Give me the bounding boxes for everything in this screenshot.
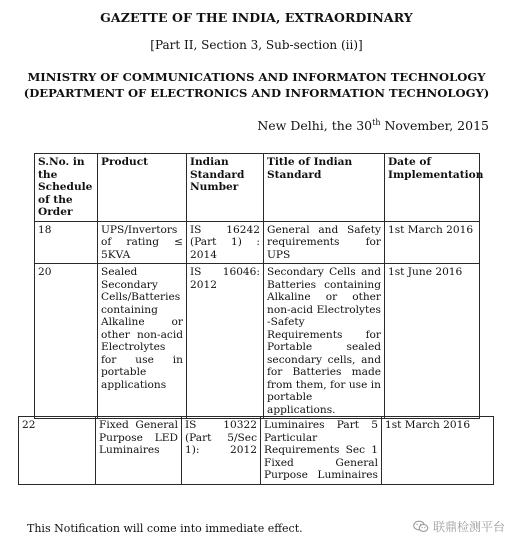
- header-standard: Indian Standard Number: [187, 154, 264, 222]
- cell-sno: 20: [35, 264, 98, 419]
- date-suffix: November, 2015: [380, 118, 489, 133]
- cell-date: 1st March 2016: [382, 417, 494, 485]
- cell-sno: 18: [35, 221, 98, 264]
- cell-title: Secondary Cells and Batteries containing Alkaline or other non-acid Electrolytes -Safety Requirements for Portable sealed secondary cells, and for Batteries made from them, for use in portable applications.: [264, 264, 385, 419]
- watermark: [413, 518, 505, 535]
- table-row: [35, 221, 480, 264]
- table-row: [19, 417, 494, 485]
- table-header-row: [35, 154, 480, 222]
- cell-product: Fixed General Purpose LED Luminaires: [96, 417, 182, 485]
- wechat-icon: [413, 520, 429, 533]
- table-row: [35, 264, 480, 419]
- standards-table: [34, 153, 484, 419]
- cell-sno: 22: [19, 417, 96, 485]
- department-name: (DEPARTMENT OF ELECTRONICS AND INFORMATION TECHNOLOGY): [23, 86, 490, 100]
- cell-product: Sealed Secondary Cells/Batteries containing Alkaline or other non-acid Electrolytes for use in portable applications: [98, 264, 187, 419]
- cell-title: Luminaires Part 5 Particular Requirements Sec 1 Fixed General Purpose Luminaires: [261, 417, 382, 485]
- header-sno: S.No. in the Schedule of the Order: [35, 154, 98, 222]
- cell-product: UPS/Invertors of rating ≤ 5KVA: [98, 221, 187, 264]
- cell-date: 1st June 2016: [385, 264, 480, 419]
- cell-title: General and Safety requirements for UPS: [264, 221, 385, 264]
- cell-standard: IS 16242 (Part 1) : 2014: [187, 221, 264, 264]
- dateline: [257, 118, 489, 133]
- date-prefix: New Delhi, the 30: [257, 118, 373, 133]
- ministry-name: MINISTRY OF COMMUNICATIONS AND INFORMATON TECHNOLOGY: [27, 70, 486, 84]
- watermark-text: 联鼎检测平台: [432, 520, 505, 534]
- header-title: Title of Indian Standard: [264, 154, 385, 222]
- notification-note: This Notification will come into immediate effect.: [27, 522, 303, 535]
- gazette-subtitle: [Part II, Section 3, Sub-section (ii)]: [150, 38, 363, 52]
- cell-standard: IS 10322 (Part 5/Sec 1): 2012: [182, 417, 261, 485]
- cell-date: 1st March 2016: [385, 221, 480, 264]
- header-date: Date of Implementation: [385, 154, 480, 222]
- gazette-title: GAZETTE OF THE INDIA, EXTRAORDINARY: [100, 10, 413, 25]
- standards-table-continued: [18, 416, 494, 485]
- date-sup: th: [372, 118, 381, 127]
- header-product: Product: [98, 154, 187, 222]
- cell-standard: IS 16046: 2012: [187, 264, 264, 419]
